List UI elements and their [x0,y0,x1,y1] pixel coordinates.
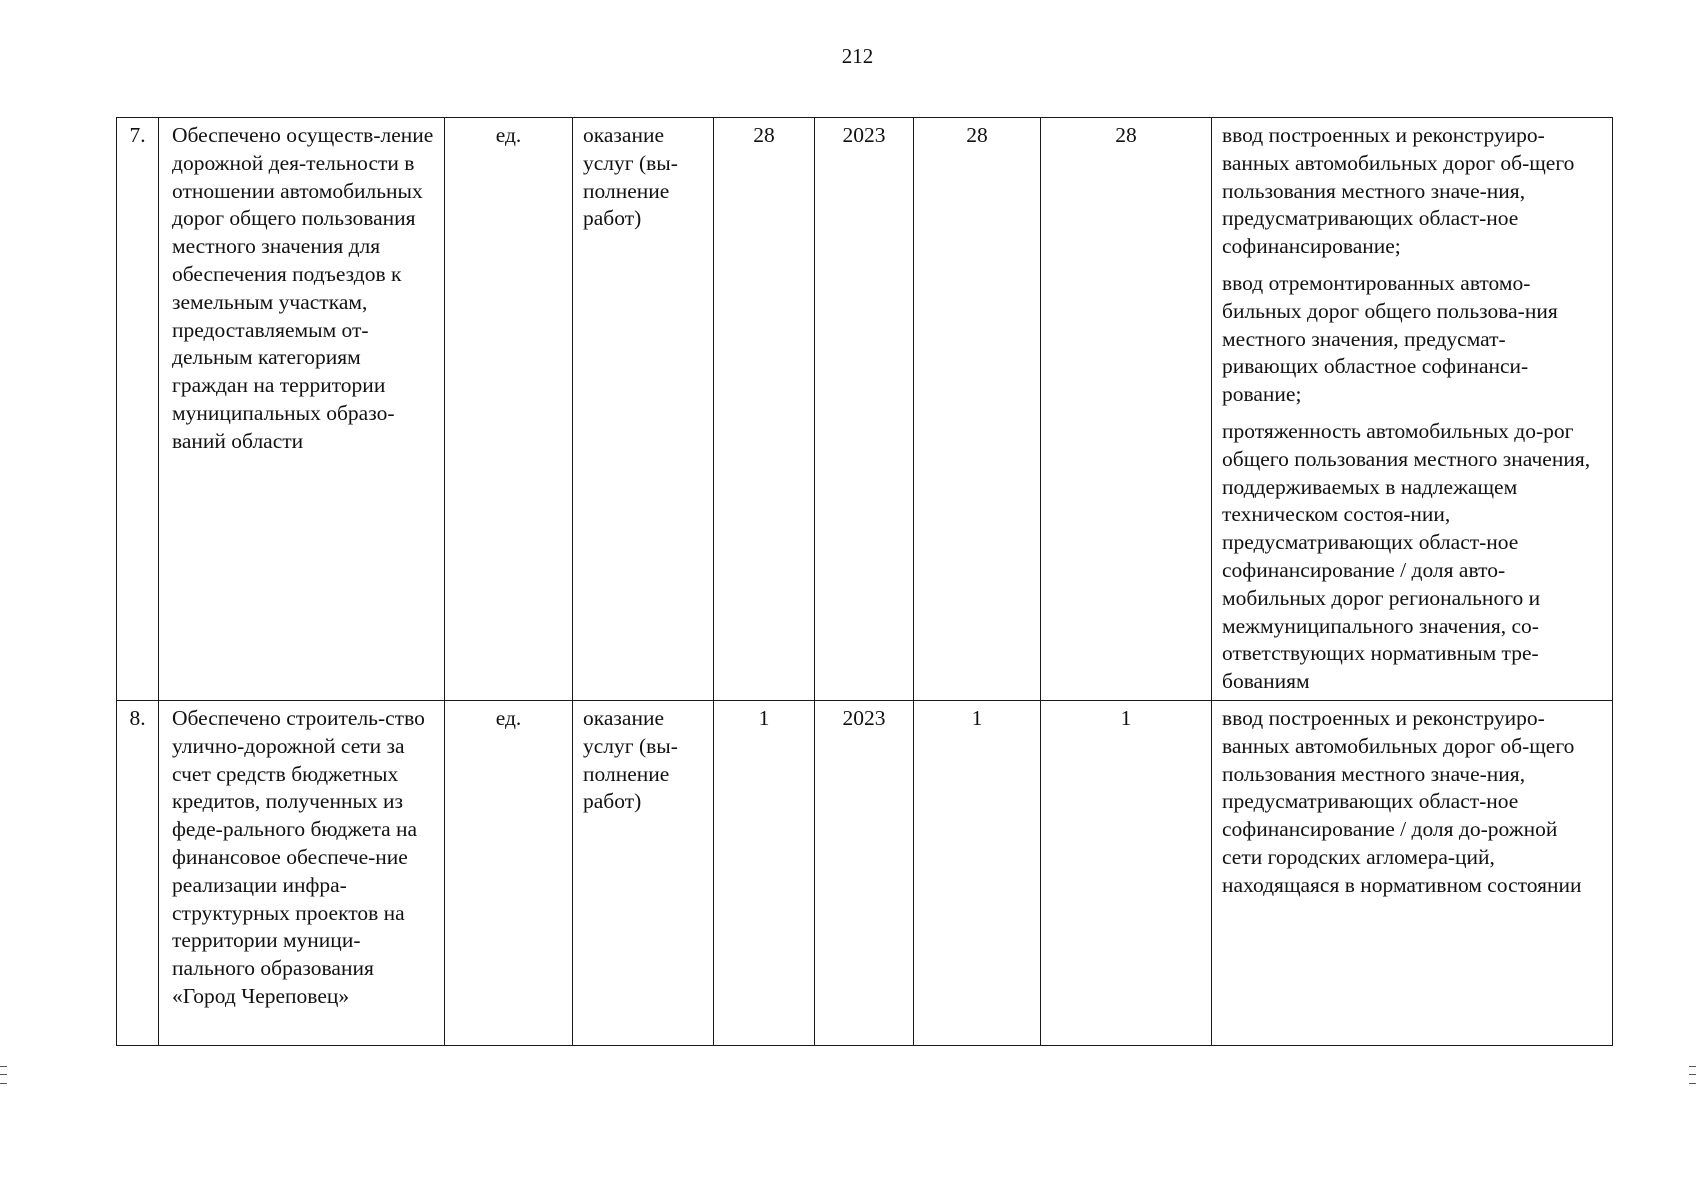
indicator-text: ввод построенных и реконструиро-ванных автомобильных дорог об-щего пользования местного значе-ния, предусматривающих област-ное софинансирование; [1222,123,1575,259]
value-a-cell: 1 [914,700,1041,1045]
result-name: Обеспечено осуществ-ление дорожной дея-тельности в отношении автомобильных дорог общего пользования местного значения для обеспечения подъездов к земельным участкам, предоставляемым от-дельным категориям граждан на территории муниципальных образо-ваний области [159,118,445,701]
table-row [117,700,1613,1045]
value-a-cell: 28 [914,118,1041,701]
unit-cell: ед. [445,700,573,1045]
indicator-text: ввод построенных и реконструиро-ванных автомобильных дорог об-щего пользования местного значе-ния, предусматривающих област-ное софинансирование / доля до-рожной сети городских агломера-ций, находящаяся в нормативном состоянии [1222,705,1582,897]
result-name: Обеспечено строитель-ство улично-дорожной сети за счет средств бюджетных кредитов, полученных из феде-рального бюджета на финансовое обеспече-ние реализации инфра-структурных проектов на территории муници-пального образования «Город Череповец» [159,700,445,1045]
row-number: 7. [117,118,159,701]
indicator-text: протяженность автомобильных до-рог общего пользования местного значения, поддерживаемых в надлежащем техническом состоя-нии, предусматривающих област-ное софинансирование / доля авто-мобильных дорог регионального и межмуниципального значения, со-ответствующих нормативным тре-бованиям [1222,418,1591,694]
page-number: 212 [841,44,874,68]
unit-cell: ед. [445,118,573,701]
year-cell: 2023 [815,700,914,1045]
indicators-cell [1212,700,1613,1045]
type-cell: оказание услуг (вы-полнение работ) [573,118,714,701]
value-b-cell: 1 [1041,700,1212,1045]
value-b-cell: 28 [1041,118,1212,701]
base-value-cell: 28 [714,118,815,701]
year-cell: 2023 [815,118,914,701]
scan-edge-mark-right [1689,1066,1696,1084]
indicator-text: ввод отремонтированных автомо-бильных дорог общего пользова-ния местного значения, предусмат-ривающих областное софинанси-рование; [1222,270,1558,407]
indicators-cell [1212,118,1613,701]
row-number: 8. [117,700,159,1045]
table-row [117,118,1613,701]
results-table [116,117,1613,1046]
scan-edge-mark-left [0,1066,7,1084]
type-cell: оказание услуг (вы-полнение работ) [573,700,714,1045]
base-value-cell: 1 [714,700,815,1045]
